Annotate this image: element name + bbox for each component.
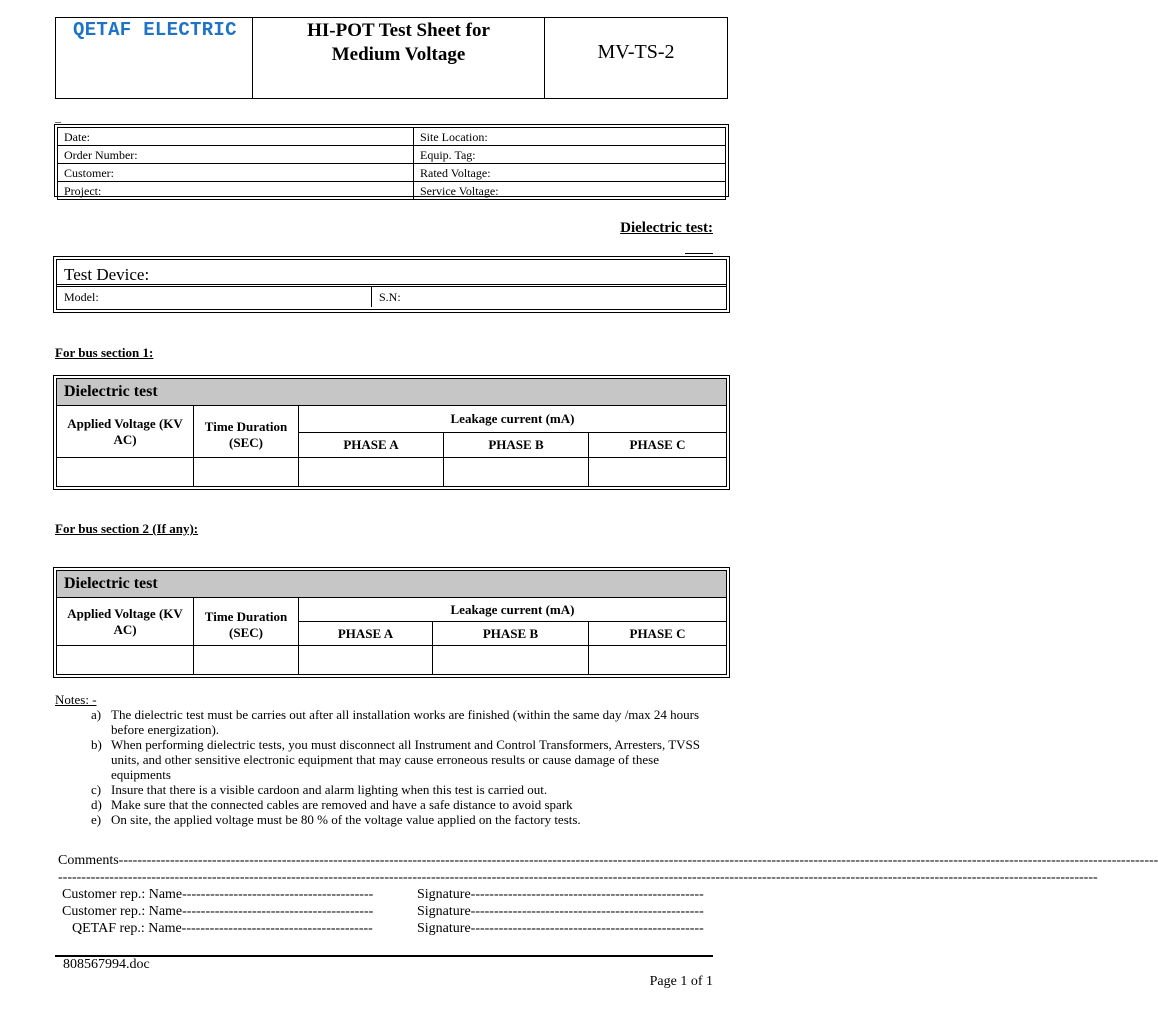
comments-line[interactable]: Comments------------------------------------------------------------------------------------------------------------------------------------------------------------------------------------------------------------------------------- (58, 853, 1158, 868)
service-voltage-field[interactable]: Service Voltage: (414, 182, 726, 200)
note-item: e) On site, the applied voltage must be 80 % of the voltage value applied on the factory tests. (91, 812, 581, 827)
info-row (58, 146, 726, 164)
time-duration-header: Time Duration (SEC) (194, 406, 299, 458)
dielectric-table-2 (53, 567, 730, 678)
info-row (58, 128, 726, 146)
notes-title: Notes: - (55, 692, 97, 707)
company-logo: QETAF ELECTRIC (73, 19, 237, 41)
comments-line-2[interactable]: ------------------------------------------------------------------------------------------------------------------------------------------------------------------------------------------------------------------------------- (58, 870, 1098, 885)
phase-b-cell[interactable] (444, 458, 589, 487)
signature-row (58, 886, 713, 903)
title-cell (253, 18, 545, 98)
note-item: c) Insure that there is a visible cardoon and alarm lighting when this test is carried out. (91, 782, 548, 797)
qetaf-rep-signature[interactable]: Signature-------------------------------------------------- (417, 921, 704, 936)
page-number: Page 1 of 1 (649, 974, 713, 989)
date-field[interactable]: Date: (58, 128, 414, 146)
time-duration-cell[interactable] (194, 646, 299, 675)
bus-section-1-label: For bus section 1: (55, 345, 154, 360)
customer-rep-signature[interactable]: Signature-------------------------------------------------- (417, 904, 704, 919)
site-location-field[interactable]: Site Location: (414, 128, 726, 146)
dielectric-heading: Dielectric test: (620, 220, 713, 236)
qetaf-rep-name[interactable]: QETAF rep.: Name----------------------------------------- (72, 921, 373, 936)
phase-c-cell[interactable] (589, 458, 727, 487)
phase-b-cell[interactable] (433, 646, 589, 675)
table-title: Dielectric test (57, 571, 727, 598)
applied-voltage-cell[interactable] (57, 646, 194, 675)
phase-b-header: PHASE B (444, 433, 589, 458)
signature-row (58, 903, 713, 920)
sn-field[interactable]: S.N: (379, 290, 401, 304)
phase-b-header: PHASE B (433, 622, 589, 646)
customer-rep-signature[interactable]: Signature-------------------------------------------------- (417, 887, 704, 902)
phase-a-header: PHASE A (299, 622, 433, 646)
footer-divider (55, 955, 713, 957)
phase-a-header: PHASE A (299, 433, 444, 458)
project-field[interactable]: Project: (58, 182, 414, 200)
test-device-label[interactable]: Test Device: (57, 260, 726, 287)
title-line-2: Medium Voltage (331, 44, 466, 65)
doc-filename: 808567994.doc (63, 957, 150, 972)
info-row (58, 182, 726, 200)
signature-row (58, 920, 713, 937)
leakage-current-header: Leakage current (mA) (299, 598, 727, 622)
applied-voltage-header: Applied Voltage (KV AC) (57, 598, 194, 646)
info-table (54, 124, 729, 197)
comments-section (58, 852, 1158, 937)
phase-a-cell[interactable] (299, 458, 444, 487)
note-item: b) When performing dielectric tests, you must disconnect all Instrument and Control Transformers, Arresters, TVSS units, and other sensitive electronic equipment that may cause erroneous results or cause damage of these equipments (91, 737, 700, 782)
notes-section (55, 692, 720, 827)
phase-c-cell[interactable] (589, 646, 727, 675)
note-item: a) The dielectric test must be carries out after all installation works are finished (within the same day /max 24 hours before energization). (91, 707, 700, 737)
phase-c-header: PHASE C (589, 622, 727, 646)
info-row (58, 164, 726, 182)
equip-tag-field[interactable]: Equip. Tag: (414, 146, 726, 164)
leakage-current-header: Leakage current (mA) (299, 406, 727, 433)
table-title: Dielectric test (57, 379, 727, 406)
applied-voltage-header: Applied Voltage (KV AC) (57, 406, 194, 458)
company-cell (56, 18, 253, 98)
phase-a-cell[interactable] (299, 646, 433, 675)
note-item: d) Make sure that the connected cables are removed and have a safe distance to avoid spark (91, 797, 573, 812)
model-field[interactable]: Model: (57, 287, 372, 307)
doc-code: MV-TS-2 (597, 40, 675, 63)
bus-section-2-label: For bus section 2 (If any): (55, 521, 199, 536)
customer-field[interactable]: Customer: (58, 164, 414, 182)
test-device-box (53, 256, 730, 313)
applied-voltage-cell[interactable] (57, 458, 194, 487)
time-duration-cell[interactable] (194, 458, 299, 487)
customer-rep-name[interactable]: Customer rep.: Name----------------------------------------- (62, 904, 374, 919)
marker: _ (55, 110, 61, 124)
order-number-field[interactable]: Order Number: (58, 146, 414, 164)
title-line-1: HI-POT Test Sheet for (307, 20, 490, 41)
phase-c-header: PHASE C (589, 433, 727, 458)
rated-voltage-field[interactable]: Rated Voltage: (414, 164, 726, 182)
document-header (55, 17, 728, 99)
heading-underline (685, 253, 713, 254)
doc-code-cell (545, 18, 727, 98)
time-duration-header: Time Duration (SEC) (194, 598, 299, 646)
dielectric-table-1 (53, 375, 730, 490)
customer-rep-name[interactable]: Customer rep.: Name----------------------------------------- (62, 887, 374, 902)
